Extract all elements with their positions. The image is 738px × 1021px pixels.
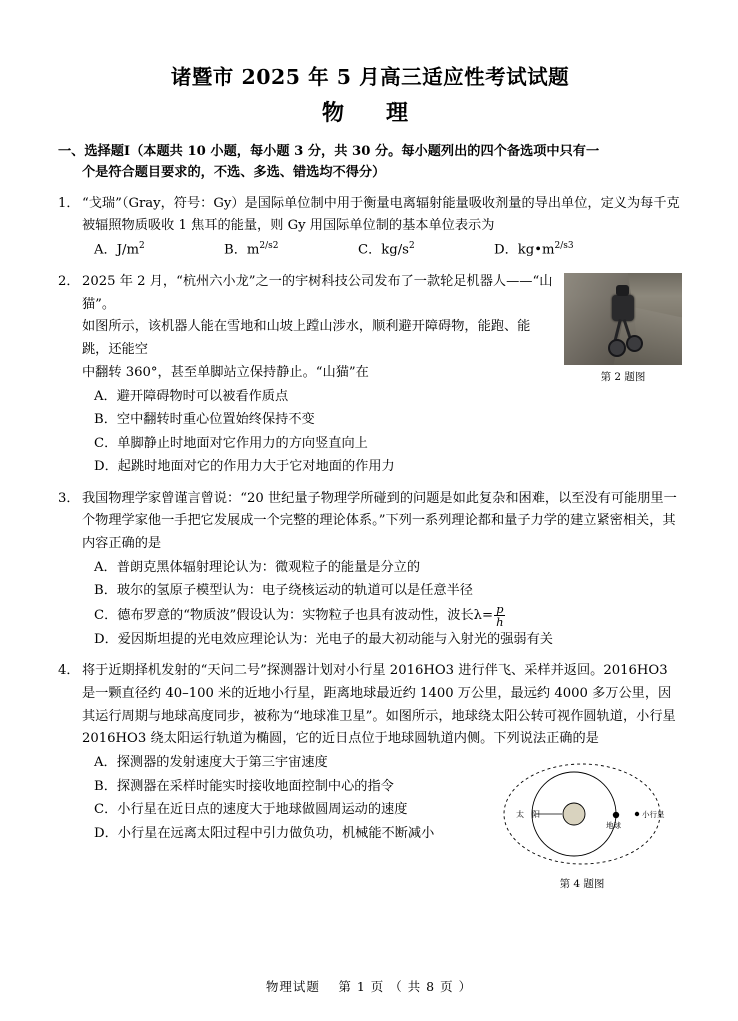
question-1-option-a: A．$J/m^2$ [94, 241, 145, 258]
orbit-diagram [482, 755, 682, 873]
question-3-option-b: B．玻尔的氢原子模型认为：电子绕核运动的轨道可以是任意半径 [94, 583, 473, 599]
question-3-option-d: D．爱因斯坦提的光电效应理论认为：光电子的最大初动能与入射光的强弱有关 [94, 631, 553, 647]
robot-body [612, 295, 634, 321]
question-2-option-c: C．单脚静止时地面对它作用力的方向竖直向上 [94, 435, 368, 451]
sun-body [563, 803, 585, 825]
formula-equals: = [482, 607, 494, 623]
question-4 [58, 660, 682, 893]
question-2-stem-line1: 2025 年 2 月，“杭州六小龙”之一的宇树科技公司发布了一款轮足机器人——“山猫”。 [82, 274, 553, 312]
formula-fraction-p-over-h: $\frac{p}{h}$ [496, 601, 504, 629]
question-2-number: 2． [58, 274, 80, 290]
question-1-option-b: B．$m^{2/s2}$ [224, 241, 279, 258]
page-title: 诸暨市 2025 年 5 月高三适应性考试试题 [170, 65, 570, 89]
question-2-option-d: D．起跳时地面对它的作用力大于它对地面的作用力 [94, 459, 395, 475]
question-2-figure-caption: 第 2 题图 [600, 371, 646, 384]
question-4-option-d: D．小行星在远离太阳过程中引力做负功，机械能不断减小 [94, 825, 435, 841]
question-1-number: 1． [58, 195, 80, 211]
asteroid-body [635, 812, 639, 816]
question-4-figure-caption: 第 4 题图 [559, 878, 605, 891]
question-2-stem-line2: 如图所示，该机器人能在雪地和山坡上蹚山涉水，顺利避开障碍物，能跑、能跳，还能空 [82, 319, 531, 358]
robot-wheel-front [608, 339, 626, 357]
lynx-robot-photo [564, 273, 682, 365]
question-2-option-a: A．避开障碍物时可以被看作质点 [94, 388, 289, 404]
page-footer: 物理试题 第 1 页 （ 共 8 页 ） [265, 979, 473, 994]
question-1 [58, 193, 682, 262]
question-3 [58, 488, 682, 652]
sun-label: 太 阳 [516, 810, 540, 820]
question-2-stem-line3: 中翻转 360°，甚至单脚站立保持静止。“山猫”在 [82, 364, 369, 380]
earth-label: 地球 [606, 821, 621, 831]
question-2 [58, 271, 682, 479]
question-3-option-a: A．普朗克黑体辐射理论认为：微观粒子的能量是分立的 [94, 559, 421, 575]
question-3-number: 3． [58, 490, 80, 506]
subject-title: 物 理 [321, 100, 418, 126]
orbit-diagram-svg [482, 755, 682, 873]
question-1-options [58, 238, 682, 262]
section-1-heading-line2: 个是符合题目要求的，不选、多选、错选均不得分） [82, 165, 386, 181]
question-4-option-b: B．探测器在采样时能实时接收地面控制中心的指令 [94, 778, 394, 794]
question-3-option-c [58, 603, 682, 628]
question-2-figure [564, 273, 682, 386]
section-1-heading-line1: 一、选择题Ⅰ（本题共 10 小题，每小题 3 分，共 30 分。每小题列出的四个备选项中只有一 [58, 144, 600, 159]
question-2-option-b: B．空中翻转时重心位置始终保持不变 [94, 412, 315, 428]
question-4-option-c: C．小行星在近日点的速度大于地球做圆周运动的速度 [94, 802, 408, 818]
question-4-figure [482, 755, 682, 893]
asteroid-label: 小行星 [642, 810, 665, 820]
section-1-heading [58, 141, 682, 184]
question-3-option-c-text: C．德布罗意的“物质波”假设认为：实物粒子也具有波动性，波长λ [94, 607, 482, 623]
question-4-stem: 将于近期择机发射的“天问二号”探测器计划对小行星 2016HO3 进行伴飞、采样并返回。2016HO3 是一颗直径约 40–100 米的近地小行星，距离地球最近约 1400 万公里，最远约 4000 多万公里，因其运行周期与地球高度同步，被称为“地球准卫星”。如图所示，地球绕太阳公转可视作圆轨道，小行星 2016HO3 绕太阳运行轨道为椭圆，它的近日点位于地球圆轨道内侧。下列说法正确的是 [82, 663, 676, 747]
question-1-stem: “戈瑞”（Gray，符号：Gy）是国际单位制中用于衡量电离辐射能量吸收剂量的导出单位，定义为每千克被辐照物质吸收 1 焦耳的能量，则 Gy 用国际单位制的基本单位表示为 [82, 195, 680, 234]
earth-body [613, 812, 619, 818]
question-1-option-d: D．$kg•m^{2/s3}$ [494, 241, 574, 258]
robot-wheel-rear [626, 335, 643, 352]
question-3-stem: 我国物理学家曾谨言曾说：“20 世纪量子物理学所碰到的问题是如此复杂和困难，以至没有可能朋里一个物理学家他一手把它发展成一个完整的理论体系。”下列一系列理论都和量子力学的建立紧密相关，其内容正确的是 [82, 490, 677, 551]
question-1-option-c: C．$kg/s^2$ [358, 241, 415, 258]
robot-head [616, 285, 629, 296]
question-4-option-a: A．探测器的发射速度大于第三宇宙速度 [94, 755, 328, 771]
question-4-number: 4． [58, 663, 80, 679]
